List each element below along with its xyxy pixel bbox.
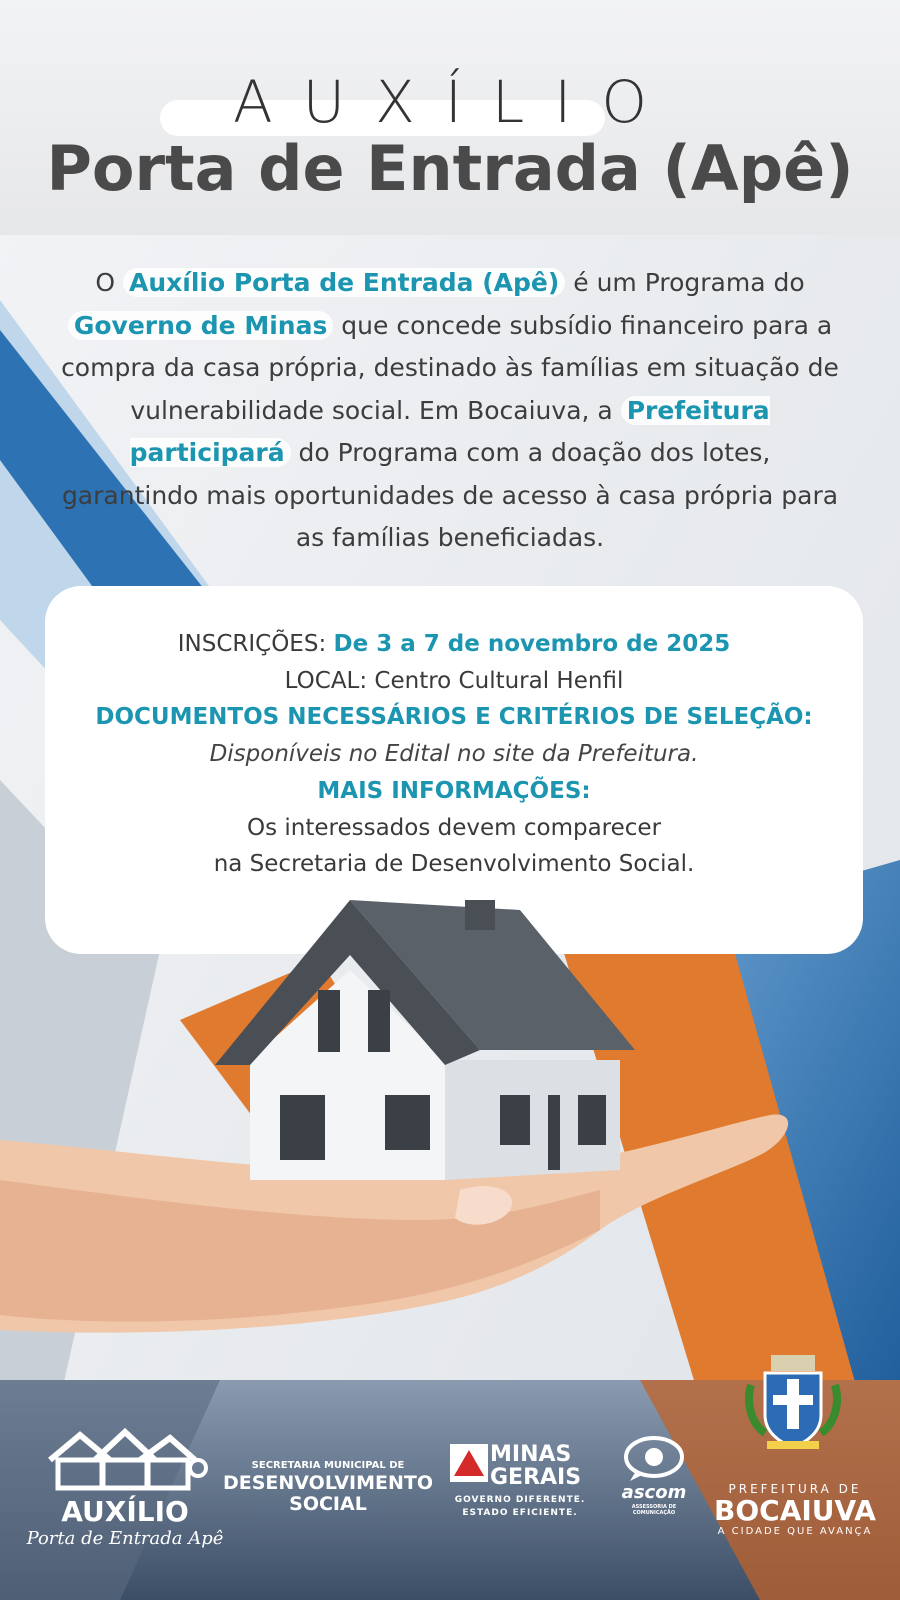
bocaiuva-name: BOCAIUVA: [714, 1494, 876, 1527]
auxilio-logo-subtitle: Porta de Entrada Apê: [26, 1528, 224, 1549]
ascom-speech-icon: [622, 1435, 686, 1483]
secretaria-line-3: SOCIAL: [289, 1493, 367, 1515]
auxilio-logo-title: AUXÍLIO: [61, 1495, 189, 1528]
intro-highlight-program: Auxílio Porta de Entrada (Apê): [123, 268, 565, 297]
bocaiuva-top: PREFEITURA DE: [728, 1482, 862, 1496]
mais-line-2: na Secretaria de Desenvolvimento Social.: [213, 851, 695, 878]
minas-gerais-triangle-icon: [450, 1444, 488, 1482]
local-line: LOCAL: Centro Cultural Henfil: [284, 667, 624, 694]
minas-gerais-line-4: ESTADO EFICIENTE.: [462, 1508, 578, 1518]
intro-text-3: que concede subsídio financeiro para a compra da casa própria, destinado às famílias em situação de vulnerabilidade social. Em Bocaiuva, a: [61, 310, 839, 425]
ascom-subtitle: ASSESSORIA DE COMUNICAÇÃO: [631, 1504, 677, 1516]
info-card: [45, 586, 863, 954]
inscricoes-label: INSCRIÇÕES:: [177, 631, 334, 657]
minas-gerais-line-3: GOVERNO DIFERENTE.: [454, 1495, 586, 1505]
minas-gerais-line-2: GERAIS: [490, 1465, 582, 1490]
ascom-title: ascom: [621, 1482, 687, 1503]
page-title: Porta de Entrada (Apê): [46, 132, 854, 205]
bocaiuva-tagline: A CIDADE QUE AVANÇA: [717, 1526, 873, 1537]
bocaiuva-coat-of-arms-icon: [745, 1355, 841, 1455]
mais-line-1: Os interessados devem comparecer: [246, 814, 662, 841]
house-in-hand-image: [0, 900, 900, 1380]
house-logo-icon: [40, 1420, 210, 1500]
intro-text-1: O: [95, 268, 123, 297]
footer-logos: [0, 1400, 900, 1600]
docs-heading: DOCUMENTOS NECESSÁRIOS E CRITÉRIOS DE SELEÇÃO:: [95, 704, 813, 731]
intro-text-4: do Programa com a doação dos lotes, garantindo mais oportunidades de acesso à casa própria para as famílias beneficiadas.: [61, 438, 839, 552]
minas-gerais-line-1: MINAS: [490, 1442, 572, 1467]
mais-heading: MAIS INFORMAÇÕES:: [317, 777, 591, 804]
docs-text: Disponíveis no Edital no site da Prefeitura.: [209, 741, 699, 768]
intro-highlight-government: Governo de Minas: [68, 311, 334, 340]
secretaria-line-1: SECRETARIA MUNICIPAL DE: [251, 1460, 405, 1471]
intro-text-2: é um Programa do: [565, 268, 805, 297]
intro-paragraph: [60, 262, 840, 560]
intro-highlight-prefeitura: Prefeitura participará: [129, 395, 770, 467]
inscricoes-line: [45, 626, 863, 663]
inscricoes-value: De 3 a 7 de novembro de 2025: [333, 631, 731, 657]
secretaria-line-2: DESENVOLVIMENTO: [222, 1472, 433, 1494]
title-top: AUXÍLIO: [232, 68, 678, 136]
